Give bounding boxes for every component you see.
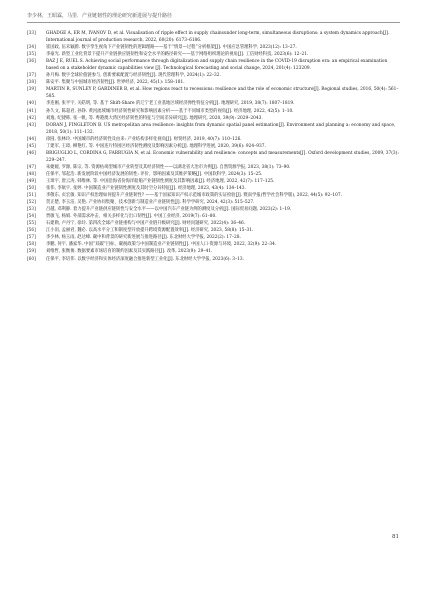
reference-item	[27, 185, 400, 192]
reference-item	[27, 171, 400, 178]
reference-text: 贺正楚, 李玉洁, 吴艳. 产业协同集聚、技术创新与制造业产业链韧性[J]. 科学学研究, 2024, 42(3): 515–527.	[46, 200, 255, 206]
reference-number: [44]	[27, 136, 36, 142]
reference-item	[27, 58, 400, 72]
reference-text: 任保平, 邹起浩. 新发展阶段中国经济发展的韧性: 评价、影响因素及其维护策略[J]. 中国软科学, 2024(3): 15–25.	[46, 171, 263, 177]
reference-number: [53]	[27, 207, 36, 213]
reference-text: GHADGE A, ER M, IVANOV D, et al. Visualisation of ripple effect in supply chainsunder long-term, simultaneous disruptions: a system dynamics approach[J]. International journal of production research, 2022, 60(20): 6173–6186.	[46, 31, 390, 44]
reference-item	[27, 220, 400, 227]
reference-text: 刘维哲, 张衡俊. 数据要素市场培育的制约因素及其实践路径[J]. 改革, 2023(9): 29–41.	[46, 249, 213, 255]
reference-number: [47]	[27, 164, 36, 170]
reference-item	[27, 164, 400, 171]
reference-item	[27, 256, 400, 263]
reference-number: [52]	[27, 200, 36, 206]
reference-number: [60]	[27, 256, 36, 262]
reference-item	[27, 86, 400, 100]
reference-number: [33]	[27, 31, 36, 36]
reference-number: [38]	[27, 80, 36, 86]
reference-text: 李豪光. 新型工业化背景下提升产业链供应链韧性和安全水平的路径研究——基于网络组织理论的视角[J]. 工信财经科技, 2023(6): 12–21.	[46, 52, 309, 58]
reference-text: 李鹏, 何宇, 潘家华. 中国“双碳”目标、碳税政策与中国制造业产业链韧性[J]. 中国人口·资源与环境, 2022, 32(9): 22–34.	[46, 242, 277, 248]
reference-text: 任保平, 李培伟. 以数字经济和实体经济深度融合推进新型工业化[J]. 东北财经大学学报, 2023(6): 3–13.	[46, 256, 244, 262]
reference-text: MARTIN R, SUNLEY P, GARDINER B, et al. How regions react to recessions: resilience and the role of economic structure[J]. Regional studies, 2016, 50(4): 561–585.	[46, 87, 399, 100]
reference-item	[27, 206, 400, 213]
reference-number: [45]	[27, 143, 36, 149]
reference-text: 陈安平. 集聚与中国城市经济韧性[J]. 世界经济, 2022, 45(1): 158–181.	[46, 80, 185, 86]
reference-number: [48]	[27, 171, 36, 177]
reference-number: [36]	[27, 59, 36, 65]
reference-item	[27, 79, 400, 86]
reference-number: [49]	[27, 178, 36, 184]
reference-number: [55]	[27, 221, 36, 227]
reference-number: [57]	[27, 235, 36, 241]
reference-text: 孙久文, 陈超君, 孙铮. 黄河流域城市经济韧性研究和影响因素分析——基于不同城市类型的视角[J]. 经济地理, 2022, 42(5): 1–10.	[46, 108, 294, 114]
reference-item	[27, 108, 400, 115]
reference-item	[27, 199, 400, 206]
reference-text: 张伟, 李航宇, 张婷. 中国制造业产业链韧性测度及其时空分异特征[J]. 经济地理, 2023, 43(4): 134–143.	[46, 186, 246, 192]
reference-number: [43]	[27, 122, 36, 128]
reference-text: 李敬东, 贞宏敏. 知识产权治理如何提升产业链韧性? ——基于国家知识产权示范城市政策的实证检验[J]. 暨南学报(哲学社会科学版), 2022, 44(5): 92–107.	[46, 193, 342, 199]
reference-number: [59]	[27, 249, 36, 255]
reference-text: BAZ J E, RUEL S. Achieving social performance through digitalization and supply chain resilience in the COVID-19 disruption era: an empirical examination based on a stakeholder dynamic capabilities view [J]. Technological forecasting and social change, 2024, 201(4): 123209.	[46, 59, 388, 72]
reference-item	[27, 213, 400, 220]
reference-number: [51]	[27, 193, 36, 199]
reference-text: 崔国政, 伍未颖蔚. 数字孪生视角下产业链韧性的逻辑理路——基于“情景—过程”分析框架[J]. 中国应急管理科学, 2023(12): 13–27.	[46, 45, 297, 51]
reference-item	[27, 234, 400, 241]
reference-text: 孙月梅. 数字全球价值链参与, 创新要素配置与经济韧性[J]. 现代管理科学, 2024(1): 22–32.	[46, 73, 221, 79]
reference-item	[27, 136, 400, 143]
reference-item	[27, 30, 400, 44]
reference-number: [58]	[27, 242, 36, 248]
reference-item	[27, 192, 400, 199]
reference-text: 李少林, 杨玉雨, 赵达峰. 碳中和背景的研究新进展与推进路径[J]. 东北财经大学学报, 2022(2): 17–28.	[46, 235, 241, 241]
page-number: 81	[392, 534, 399, 540]
reference-text: 徐圆, 张林玲. 中国城市的经济韧性及由来: 产业结构多样化视角[J]. 财贸经济, 2019, 40(7): 110–126.	[46, 136, 242, 142]
running-header: 李少林，王昭霖，马里．产业链韧性的理论研究新进展与提升路径	[27, 13, 173, 19]
reference-item	[27, 143, 400, 150]
reference-text: 江小涓, 孟丽君, 魏必. 以高水平分工和制度型开放提升跨境资源配置效率[J]. 经济研究, 2023, 58(8): 15–31.	[46, 228, 254, 234]
reference-item	[27, 100, 400, 107]
reference-list	[27, 30, 400, 263]
reference-text: 朱婕媛, 罗源, 陈宗, 等. 资源枯竭型城市产业转型及其经济韧性——以湖北省大冶市为例[J]. 自然资源学报, 2023, 38(1): 73–90.	[46, 164, 291, 170]
reference-number: [34]	[27, 45, 36, 51]
reference-item	[27, 248, 400, 255]
reference-text: 吕越, 邓利静. 着力提升产业链供应链韧性与安全水平——以中国汽车产业链为例的测度及分析[J]. 国际贸易问题, 2023(2): 1–19.	[46, 207, 292, 213]
reference-item	[27, 227, 400, 234]
reference-text: DORAN J, FINGLETON B. US metropolitan area resilience: insights from dynamic spatial panel estimation[J]. Environment and planning a: economy and space, 2018, 50(1): 111–132.	[46, 122, 396, 135]
reference-number: [35]	[27, 52, 36, 58]
reference-item	[27, 178, 400, 185]
reference-item	[27, 115, 400, 122]
reference-number: [42]	[27, 115, 36, 121]
reference-number: [56]	[27, 228, 36, 234]
reference-text: BRIGUGLIO L, CORDINA G, FARRUGIA N, et al. Economic vulnerability and resilience: concepts and measurements[J]. Oxford development studies, 2009, 37(3): 229–247.	[46, 150, 399, 163]
reference-item	[27, 44, 400, 51]
reference-text: 王璋宇, 唐云涛, 韩维林, 等. 中国沿海省份海洋船舶产业链韧性测度及其影响因素[J]. 经济地理, 2022, 42(7): 117–125.	[46, 178, 275, 184]
reference-number: [39]	[27, 87, 36, 93]
reference-text: 石建勋, 卢丹宁, 徐玲. 第四次全球产业链重构与中国产业链升级研究[J]. 财经问题研究, 2022(4): 36–46.	[46, 221, 246, 227]
reference-item	[27, 72, 400, 79]
reference-item	[27, 150, 400, 164]
reference-text: 丁建军, 王璋, 柳艳红, 等. 中国连片特困区经济韧性测度及影响因素分析[J]. 地理科学进展, 2020, 39(6): 924–937.	[46, 143, 266, 149]
reference-text: 李连刚, 张平宇, 关皓明, 等. 基于 Shift-Share 的辽宁老工业基地区域经济弹性特征分析[J]. 地理研究, 2019, 38(7): 1807–1819.	[46, 101, 295, 107]
reference-number: [54]	[27, 214, 36, 220]
reference-text: 贾敏飞, 杨娟. 外部需求冲击、相关多样化与出口韧性[J]. 中国工业经济, 2019(7): 61–80.	[46, 214, 217, 220]
reference-number: [40]	[27, 101, 36, 107]
reference-number: [41]	[27, 108, 36, 114]
reference-number: [46]	[27, 150, 36, 156]
reference-item	[27, 51, 400, 58]
header-rule	[27, 22, 400, 23]
reference-number: [37]	[27, 73, 36, 79]
reference-text: 刘逸, 纪捷韩, 张一帆, 等. 粤港澳大湾区经济韧性的特征与空间差异研究[J]. 地理研究, 2020, 39(9): 2029–2043.	[46, 115, 263, 121]
reference-number: [50]	[27, 186, 36, 192]
reference-item	[27, 122, 400, 136]
reference-item	[27, 241, 400, 248]
